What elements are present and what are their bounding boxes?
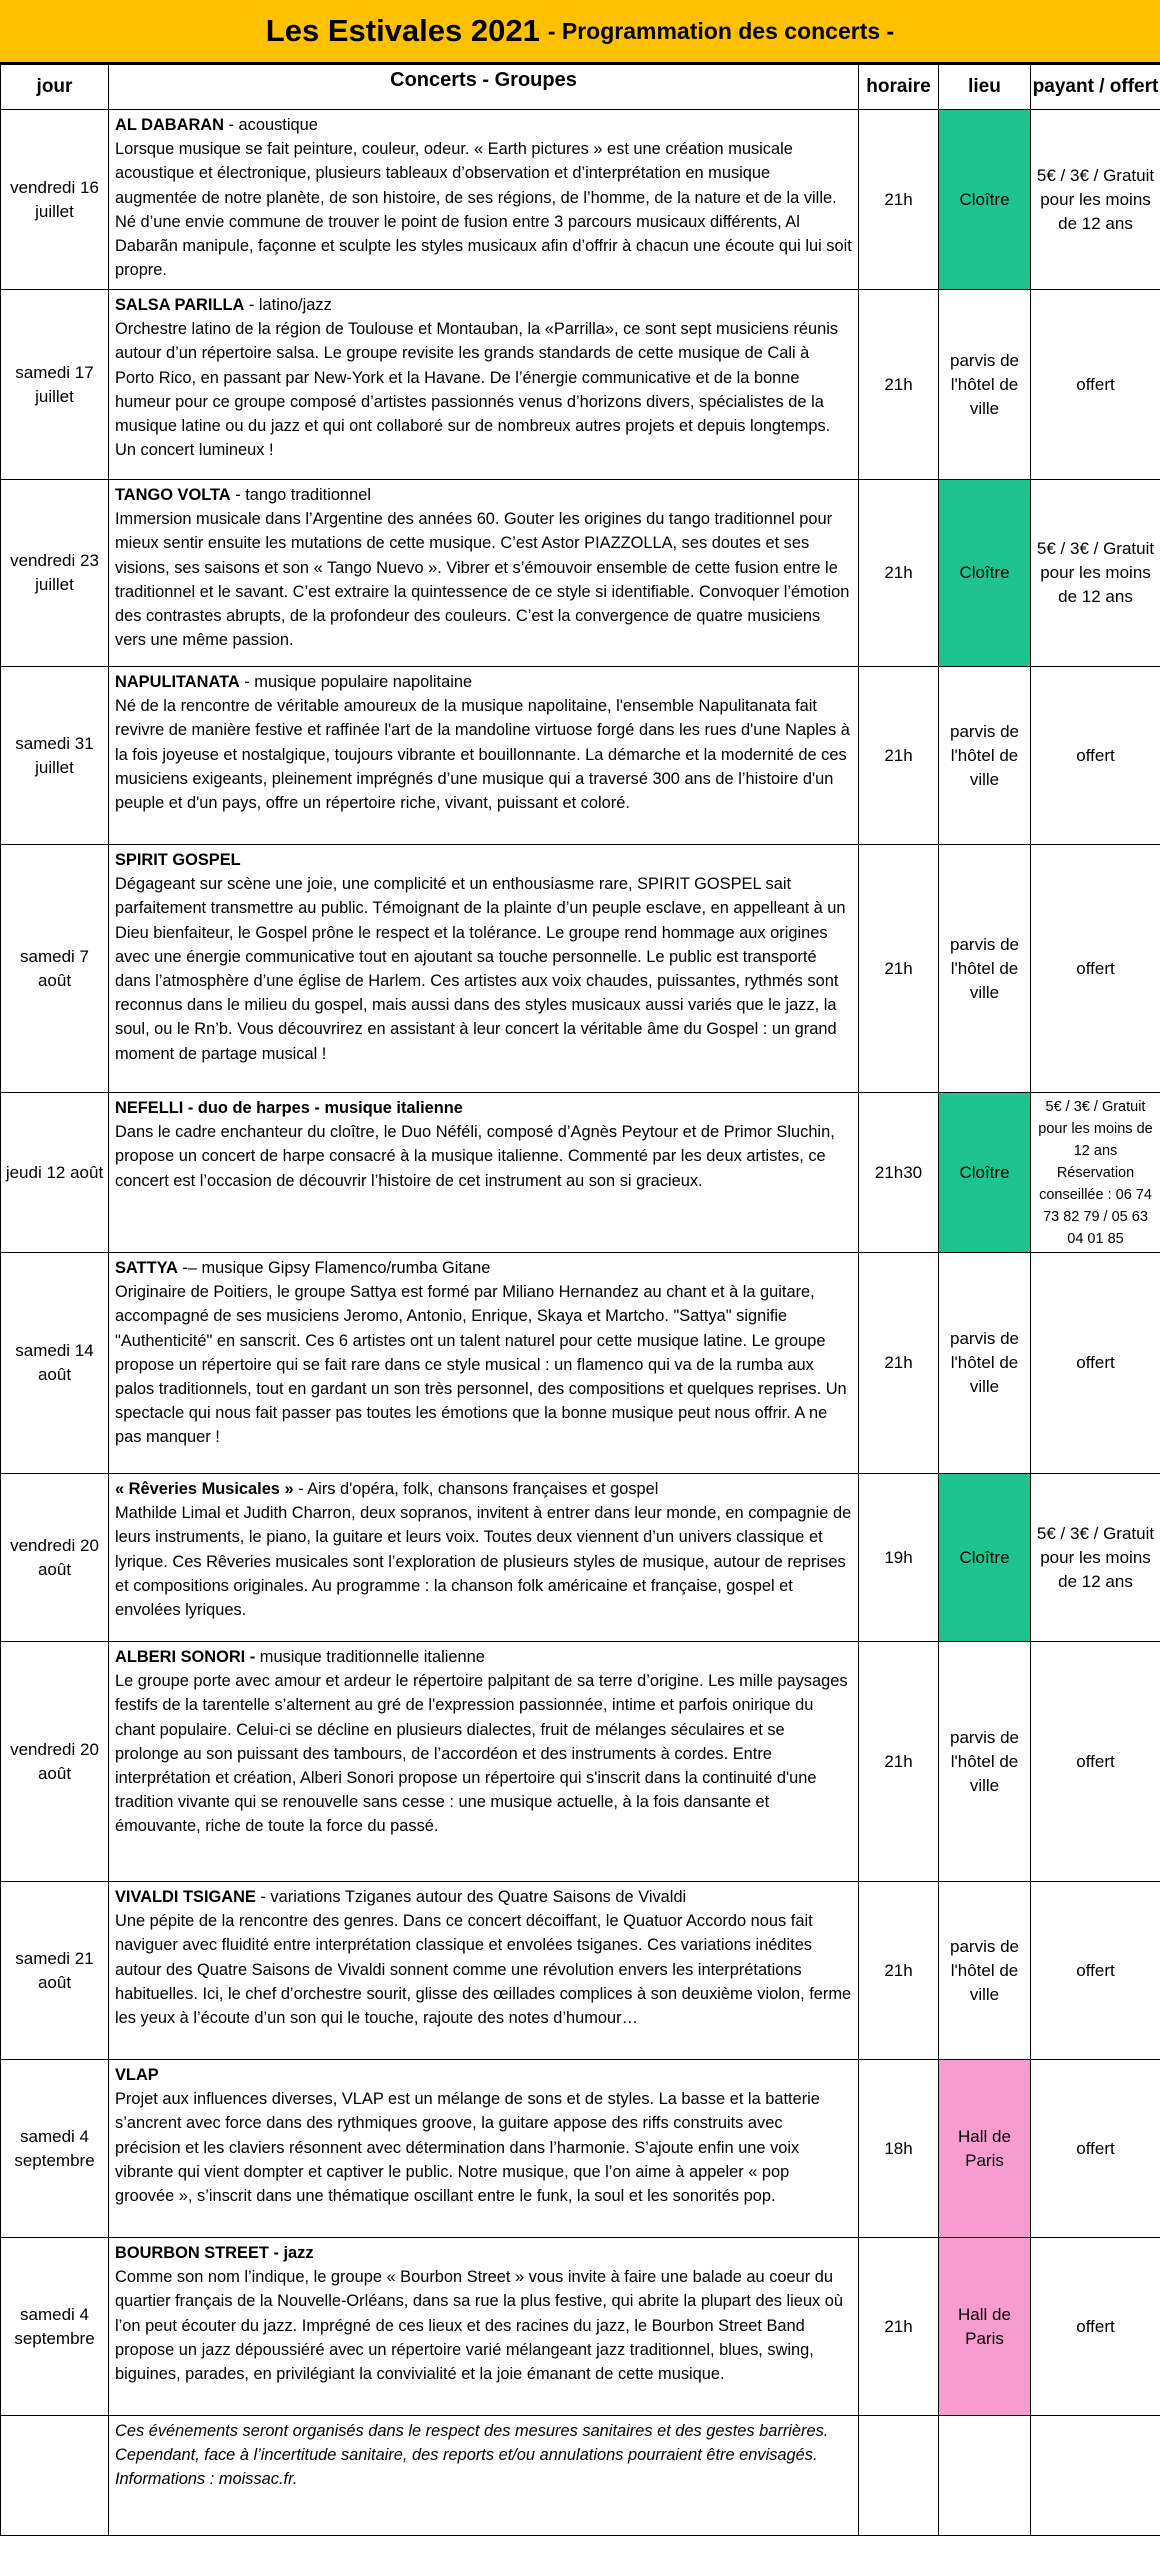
header-concerts: Concerts - Groupes [109,65,859,110]
concert-time: 21h [859,2238,939,2416]
concert-day: samedi 4 septembre [1,2238,109,2416]
header-jour: jour [1,65,109,110]
concert-time: 19h [859,1474,939,1642]
concert-venue: parvis de l'hôtel de ville [939,1642,1031,1882]
group-name: SALSA PARILLA [115,296,245,314]
group-text: Une pépite de la rencontre des genres. Dans ce concert décoiffant, le Quatuor Accordo nous fait naviguer avec fluidité entre interprétation classique et envolées tsiganes. Ces variations inédites autour des Quatre Saisons de Vivaldi sonnent comme une révolution envers les interprétations habituelles. Ici, le chef d’orchestre sourit, glisse des œillades complices à son deuxième violon, ferme les yeux à l’écoute d’un son qui le touche, rajoute des notes d’humour… [115,1912,852,2028]
concert-description [109,667,859,845]
concert-description [109,845,859,1093]
concert-venue: parvis de l'hôtel de ville [939,1882,1031,2060]
footer-blank [1031,2416,1160,2536]
concert-day: vendredi 16 juillet [1,110,109,290]
group-name: SPIRIT GOSPEL [115,851,241,869]
concert-price: 5€ / 3€ / Gratuit pour les moins de 12 ans [1031,480,1160,667]
concert-time: 21h [859,110,939,290]
concert-price: 5€ / 3€ / Gratuit pour les moins de 12 ans Réservation conseillée : 06 74 73 82 79 / 05 63 04 01 85 [1031,1093,1160,1253]
concert-time: 21h [859,667,939,845]
concert-description [109,1093,859,1253]
header-lieu: lieu [939,65,1031,110]
table-row [1,2238,1160,2416]
table-row [1,1642,1160,1882]
concert-description [109,1882,859,2060]
concert-price: 5€ / 3€ / Gratuit pour les moins de 12 ans [1031,1474,1160,1642]
concerts-table [0,64,1160,2536]
table-row [1,667,1160,845]
concert-venue: parvis de l'hôtel de ville [939,845,1031,1093]
concert-price: offert [1031,845,1160,1093]
header-row [1,65,1160,110]
group-name: « Rêveries Musicales » [115,1480,294,1498]
concert-description [109,2060,859,2238]
group-genre: - tango traditionnel [230,486,371,504]
table-row [1,110,1160,290]
concert-description [109,480,859,667]
concert-venue: Cloître [939,1093,1031,1253]
concert-price: offert [1031,290,1160,480]
group-genre: - musique populaire napolitaine [239,673,473,691]
table-row [1,845,1160,1093]
concert-time: 21h [859,480,939,667]
header-horaire: horaire [859,65,939,110]
footer-blank [1,2416,109,2536]
concert-description [109,1253,859,1474]
group-text: Lorsque musique se fait peinture, couleur, odeur. « Earth pictures » est une création musicale acoustique et électronique, plusieurs tableaux d’observation et d’interprétation en musique augmentée de notre planète, de son histoire, de ses régions, de l’homme, de la nature et de la ville. Né d’une envie commune de trouver le point de fusion entre 3 parcours musicaux différents, Al Dabarãn manipule, façonne et sculpte les styles musicaux afin d’offrir à chacun une écoute qui lui soit propre. [115,140,852,280]
table-row [1,1093,1160,1253]
title-bar [0,0,1160,64]
page-title: Les Estivales 2021 [265,13,540,48]
concert-venue: parvis de l'hôtel de ville [939,1253,1031,1474]
group-text: Originaire de Poitiers, le groupe Sattya est formé par Miliano Hernandez au chant et à la guitare, accompagné de ses musiciens Jeromo, Antonio, Enrique, Skaya et Martcho. "Sattya" signifie "Authenticité" en sanscrit. Ces 6 artistes ont un talent naturel pour cette musique latine. Le groupe propose un répertoire qui se fait rare dans ce style musical : un flamenco qui va de la rumba aux palos traditionnels, tout en gardant un son très personnel, des compositions et quelques reprises. Un spectacle qui nous fait passer pas toutes les émotions que la bonne musique peut nous offrir. A ne pas manquer ! [115,1283,847,1447]
concert-day: vendredi 20 août [1,1474,109,1642]
concert-day: samedi 7 août [1,845,109,1093]
concert-description [109,110,859,290]
group-text: Dégageant sur scène une joie, une complicité et un enthousiasme rare, SPIRIT GOSPEL sait parfaitement transmettre au public. Témoignant de la plainte d’un peuple esclave, en appelleant à un Dieu bienfaiteur, le Gospel prône le respect et la tolérance. Le groupe rend hommage aux origines avec une énergie communicative tout en ajoutant sa touche personnelle. Le public est transporté dans l’atmosphère d’une église de Harlem. Ces artistes aux voix chaudes, puissantes, rythmés sont reconnus dans le milieu du gospel, mais aussi dans des styles musicaux aussi variés que le jazz, la soul, ou le Rn’b. Vous découvrirez en assistant à leur concert la véritable âme du Gospel : un grand moment de partage musical ! [115,875,846,1063]
concert-time: 21h [859,1642,939,1882]
group-name: SATTYA [115,1259,178,1277]
concert-time: 18h [859,2060,939,2238]
group-genre: musique traditionnelle italienne [255,1648,485,1666]
footer-blank [859,2416,939,2536]
table-row [1,290,1160,480]
header-prix: payant / offert [1031,65,1160,110]
concert-day: vendredi 23 juillet [1,480,109,667]
group-name: VIVALDI TSIGANE [115,1888,256,1906]
concert-time: 21h30 [859,1093,939,1253]
footer-row [1,2416,1160,2536]
concert-price: offert [1031,2238,1160,2416]
concert-venue: Cloître [939,1474,1031,1642]
group-text: Le groupe porte avec amour et ardeur le répertoire palpitant de sa terre d’origine. Les mille paysages festifs de la tarentelle s’alternent au gré de l'expression passionnée, intime et parfois onirique du chant populaire. Celui-ci se décline en plusieurs dialectes, fruit de mélanges séculaires et se prolonge au son puissant des tambours, de l’accordéon et des instruments à cordes. Entre interprétation et création, Alberi Sonori propose un répertoire qui s'inscrit dans la continuité d'une tradition vivante qui se renouvelle sans cesse : une musique actuelle, à la fois dansante et émouvante, riche de toute la force du passé. [115,1672,848,1836]
concert-time: 21h [859,1882,939,2060]
concert-venue: parvis de l'hôtel de ville [939,290,1031,480]
group-genre: - Airs d'opéra, folk, chansons françaises et gospel [293,1480,659,1498]
concert-day: samedi 31 juillet [1,667,109,845]
concert-price: offert [1031,1882,1160,2060]
concert-price: offert [1031,1253,1160,1474]
group-text: Projet aux influences diverses, VLAP est un mélange de sons et de styles. La basse et la batterie s’ancrent avec force dans des rythmiques groove, la guitare appose des riffs construits avec précision et les claviers résonnent avec détermination dans l’harmonie. S’ajoute enfin une voix vibrante qui vient dompter et captiver le public. Notre musique, que l’on aime à appeler « pop groovée », s’inscrit dans une thématique oscillant entre le funk, la soul et les sonorités pop. [115,2090,820,2206]
concert-price: offert [1031,2060,1160,2238]
concert-description [109,1642,859,1882]
concert-day: samedi 4 septembre [1,2060,109,2238]
footer-note: Ces événements seront organisés dans le respect des mesures sanitaires et des gestes barrières. Cependant, face à l’incertitude sanitaire, des reports et/ou annulations pourraient être envisagés. Informations : moissac.fr. [109,2416,859,2536]
concert-description [109,290,859,480]
concert-price: offert [1031,667,1160,845]
group-name: VLAP [115,2066,159,2084]
group-genre: -– musique Gipsy Flamenco/rumba Gitane [177,1259,491,1277]
concert-day: samedi 14 août [1,1253,109,1474]
group-name: NAPULITANATA [115,673,240,691]
group-text: Dans le cadre enchanteur du cloître, le Duo Néféli, composé d’Agnès Peytour et de Primor Sluchin, propose un concert de harpe consacré à la musique italienne. Commenté par les deux artistes, ce concert est l’occasion de découvrir l’histoire de cet instrument au son si gracieux. [115,1123,835,1190]
concert-venue: Cloître [939,480,1031,667]
concert-venue: Hall de Paris [939,2060,1031,2238]
group-text: Né de la rencontre de véritable amoureux de la musique napolitaine, l'ensemble Napulitanata fait revivre de manière festive et raffinée l'art de la mandoline virtuose forgé dans les rues d'une Naples à la fois joyeuse et nostalgique, toujours vibrante et bouillonnante. La démarche et la modernité de ces musiciens exigeants, pleinement imprégnés d’une musique qui a traversé 300 ans de l’histoire d'un peuple et d'un pays, offre un répertoire riche, vivant, puissant et coloré. [115,697,850,813]
group-name: NEFELLI - duo de harpes - musique italienne [115,1099,463,1117]
concert-time: 21h [859,1253,939,1474]
concert-venue: parvis de l'hôtel de ville [939,667,1031,845]
concert-price: 5€ / 3€ / Gratuit pour les moins de 12 ans [1031,110,1160,290]
concert-venue: Cloître [939,110,1031,290]
concert-price: offert [1031,1642,1160,1882]
concert-description [109,1474,859,1642]
page-subtitle: - Programmation des concerts - [547,17,895,44]
group-name: AL DABARAN [115,116,224,134]
concert-day: vendredi 20 août [1,1642,109,1882]
group-genre: - variations Tziganes autour des Quatre Saisons de Vivaldi [255,1888,687,1906]
concert-description [109,2238,859,2416]
concert-day: samedi 17 juillet [1,290,109,480]
footer-blank [939,2416,1031,2536]
group-text: Orchestre latino de la région de Toulouse et Montauban, la «Parrilla», ce sont sept musiciens réunis autour d’un répertoire salsa. Le groupe revisite les grands standards de cette musique de Cali à Porto Rico, en passant par New-York et la Havane. De l’énergie communicative et de la bonne humeur pour ce groupe composé d’artistes passionnés venus d’horizons divers, spécialistes de la musique latine ou du jazz et qui ont collaboré sur de nombreux autres projets et depuis longtemps. Un concert lumineux ! [115,320,839,460]
table-row [1,480,1160,667]
table-row [1,1253,1160,1474]
group-name: ALBERI SONORI - [115,1648,256,1666]
table-row [1,2060,1160,2238]
group-genre: - latino/jazz [244,296,332,314]
table-row [1,1474,1160,1642]
concert-time: 21h [859,845,939,1093]
group-text: Mathilde Limal et Judith Charron, deux sopranos, invitent à entrer dans leur monde, en compagnie de leurs instruments, le piano, la guitare et leurs voix. Toutes deux viennent d’un univers classique et lyrique. Ces Rêveries musicales sont l’exploration de plusieurs styles de musique, autour de reprises et compositions originales. Au programme : la chanson folk américaine et française, gospel et envolées lyriques. [115,1504,852,1620]
group-name: BOURBON STREET - jazz [115,2244,314,2262]
group-text: Comme son nom l’indique, le groupe « Bourbon Street » vous invite à faire une balade au coeur du quartier français de la Nouvelle-Orléans, dans sa rue la plus festive, qui abrite la plupart des lieux où l’on peut écouter du jazz. Imprégné de ces lieux et des racines du jazz, le Bourbon Street Band propose un jazz dépoussiéré avec un répertoire varié mélangeant jazz traditionnel, blues, swing, biguines, parades, en privilégiant la convivialité et la joie émanant de cette musique. [115,2268,843,2384]
group-genre: - acoustique [223,116,318,134]
concert-day: jeudi 12 août [1,1093,109,1253]
concert-day: samedi 21 août [1,1882,109,2060]
group-name: TANGO VOLTA [115,486,231,504]
concert-venue: Hall de Paris [939,2238,1031,2416]
concert-time: 21h [859,290,939,480]
group-text: Immersion musicale dans l’Argentine des années 60. Gouter les origines du tango traditionnel pour mieux sentir ensuite les mutations de cette musique. C’est Astor PIAZZOLLA, ses doutes et ses visions, ses saisons et son « Tango Nuevo ». Vibrer et s’émouvoir ensemble de cette fusion entre le traditionnel et le savant. C’est extraire la quintessence de ce style si identifiable. Convoquer l’émotion des contrastes abrupts, de la profondeur des couleurs. C’est la convergence de quatre musiciens vers une même passion. [115,510,850,650]
table-row [1,1882,1160,2060]
